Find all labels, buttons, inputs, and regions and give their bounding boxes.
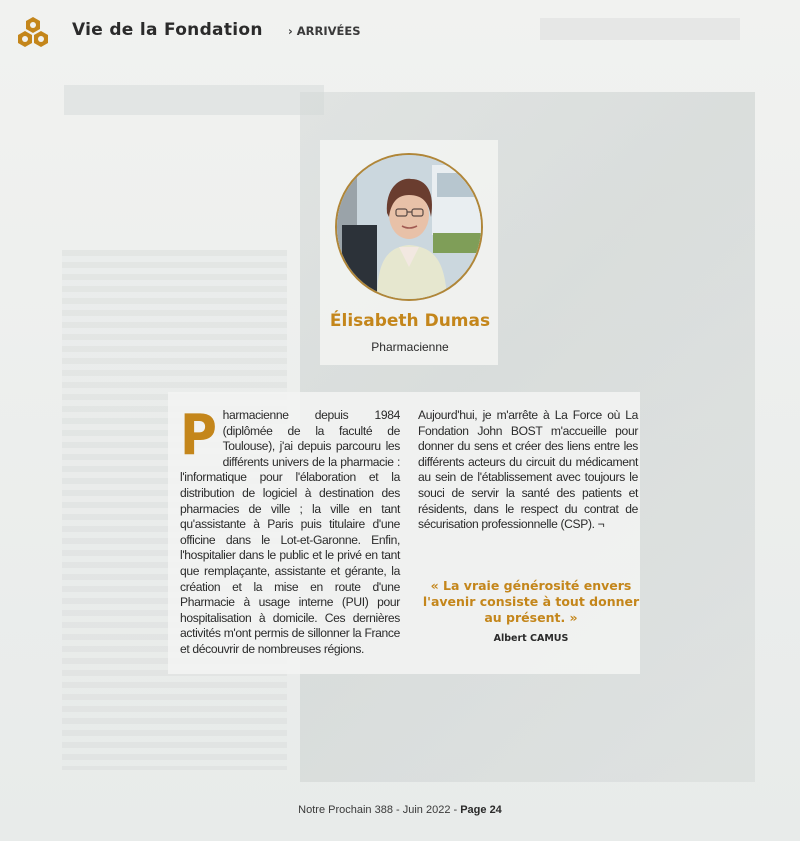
portrait-photo [335,153,483,301]
section-subtitle: › ARRIVÉES [288,24,361,38]
drop-cap: P [180,403,217,468]
foundation-logo-icon [16,16,50,48]
page-number: Page 24 [460,804,502,816]
article-text-left: harmacienne depuis 1984 (diplômée de la faculté de Toulouse), j'ai depuis parcouru les différents univers de la pharmacie : l'informatique pour l'élaboration et la distribution de logiciel à destination des pharmacies de ville ; la ville en tant qu'assistante à Paris puis titulaire d'une officine dans le Lot-et-Garonne. Enfin, l'hospitalier dans le public et le privé en tant que remplaçante, assistante et gérante, la création et la mise en route d'une Pharmacie à usage interne (PUI) pour hospitalisation à domicile. Ces dernières activités m'ont permis de sillonner la France et découvrir de nombreuses régions. [180,408,400,656]
page-footer [0,804,800,816]
person-role: Pharmacienne [371,340,449,354]
pull-quote: « La vraie générosité envers l'avenir consiste à tout donner au présent. » [422,578,640,625]
background-bleed-header [540,18,740,40]
article-text-right: Aujourd'hui, je m'arrête à La Force où La Fondation John BOST m'accueille pour donner du sens et créer des liens entre les différents acteurs du circuit du médicament au sein de l'établissement avec toujours le souci de servir la santé des patients et résidents, dans le respect du contrat de sécurisation professionnelle (CSP). ¬ [418,408,638,532]
article-column-left [180,403,400,658]
quote-author: Albert CAMUS [493,633,569,644]
article-column-right [418,408,638,533]
background-bleed-title [64,85,324,115]
section-title: Vie de la Fondation [72,20,263,40]
footer-publication: Notre Prochain 388 - Juin 2022 - [298,804,461,816]
person-name: Élisabeth Dumas [329,311,491,331]
